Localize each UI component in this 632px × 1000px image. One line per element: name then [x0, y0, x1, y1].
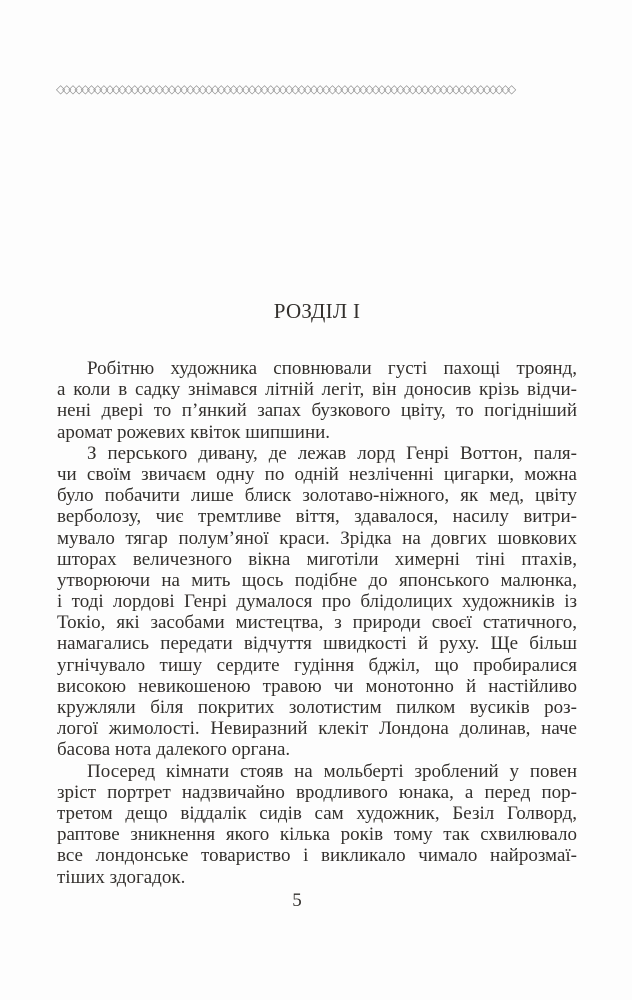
text-line: а коли в садку знімався літній легіт, він доносив крізь відчи- — [57, 379, 577, 401]
text-line: все лондонське товариство і викликало чимало найрозмаї- — [57, 845, 577, 867]
body-text — [57, 358, 577, 888]
text-line: утворюючи на мить щось подібне до японського малюнка, — [57, 569, 577, 591]
text-line: Токіо, які засобами мистецтва, з природи своєї статичного, — [57, 612, 577, 634]
text-line: угнічувало тишу сердите гудіння бджіл, що пробиралися — [57, 654, 577, 676]
paragraph — [57, 443, 577, 761]
diamond-chain-ornament: ◇◇◇◇◇◇◇◇◇◇◇◇◇◇◇◇◇◇◇◇◇◇◇◇◇◇◇◇◇◇◇◇◇◇◇◇◇◇◇◇◇◇◇◇◇◇◇◇◇◇◇◇◇◇◇◇◇◇◇◇◇◇◇◇◇◇◇◇◇◇◇◇◇◇ — [56, 82, 514, 96]
text-line: Робітню художника сповнювали густі пахощі троянд, — [87, 358, 577, 379]
text-line: чи своїм звичаєм одну по одній незліченні цигарки, можна — [57, 463, 577, 485]
text-line: Посеред кімнати стояв на мольберті зроблений у повен — [87, 760, 577, 782]
text-line: тіших здогадок. — [57, 866, 186, 888]
paragraph — [57, 358, 577, 443]
text-line: З перського дивану, де лежав лорд Генрі Воттон, паля- — [87, 442, 577, 464]
text-line: було побачити лише блиск золотаво-ніжного, як мед, цвіту — [57, 485, 577, 507]
text-line: високою невикошеною травою чи монотонно й настійливо — [57, 675, 577, 697]
text-line: і тоді лордові Генрі думалося про блідолицих художників із — [57, 591, 577, 613]
text-line: кружляли біля покритих золотистим пилком вусиків роз- — [57, 697, 577, 718]
text-line: шторах величезного вікна миготіли химерні тіні птахів, — [57, 548, 577, 570]
text-line: нені двері то п’янкий запах бузкового цвіту, то погідніший — [57, 400, 577, 422]
text-line: басова нота далекого органа. — [57, 739, 291, 761]
chapter-heading: РОЗДІЛ I — [273, 299, 361, 323]
text-line: мувало тягар полум’яної краси. Зрідка на довгих шовкових — [57, 527, 577, 549]
paragraph — [57, 761, 577, 888]
text-line: раптове зникнення якого кілька років тому так схвилювало — [57, 824, 577, 846]
text-line: логої жимолості. Невиразний клекіт Лондона долинав, наче — [57, 718, 577, 740]
text-line: аромат рожевих квіток шипшини. — [57, 421, 331, 443]
text-line: намагались передати відчуття швидкості й руху. Ще більш — [57, 633, 577, 655]
text-line: верболозу, чиє тремтливе віття, здавалося, насилу витри- — [57, 506, 577, 528]
text-line: зріст портрет надзвичайно вродливого юнака, а перед пор- — [57, 781, 577, 803]
page-number: 5 — [292, 890, 302, 911]
text-line: третом дещо віддалік сидів сам художник, Безіл Голворд, — [57, 802, 577, 824]
